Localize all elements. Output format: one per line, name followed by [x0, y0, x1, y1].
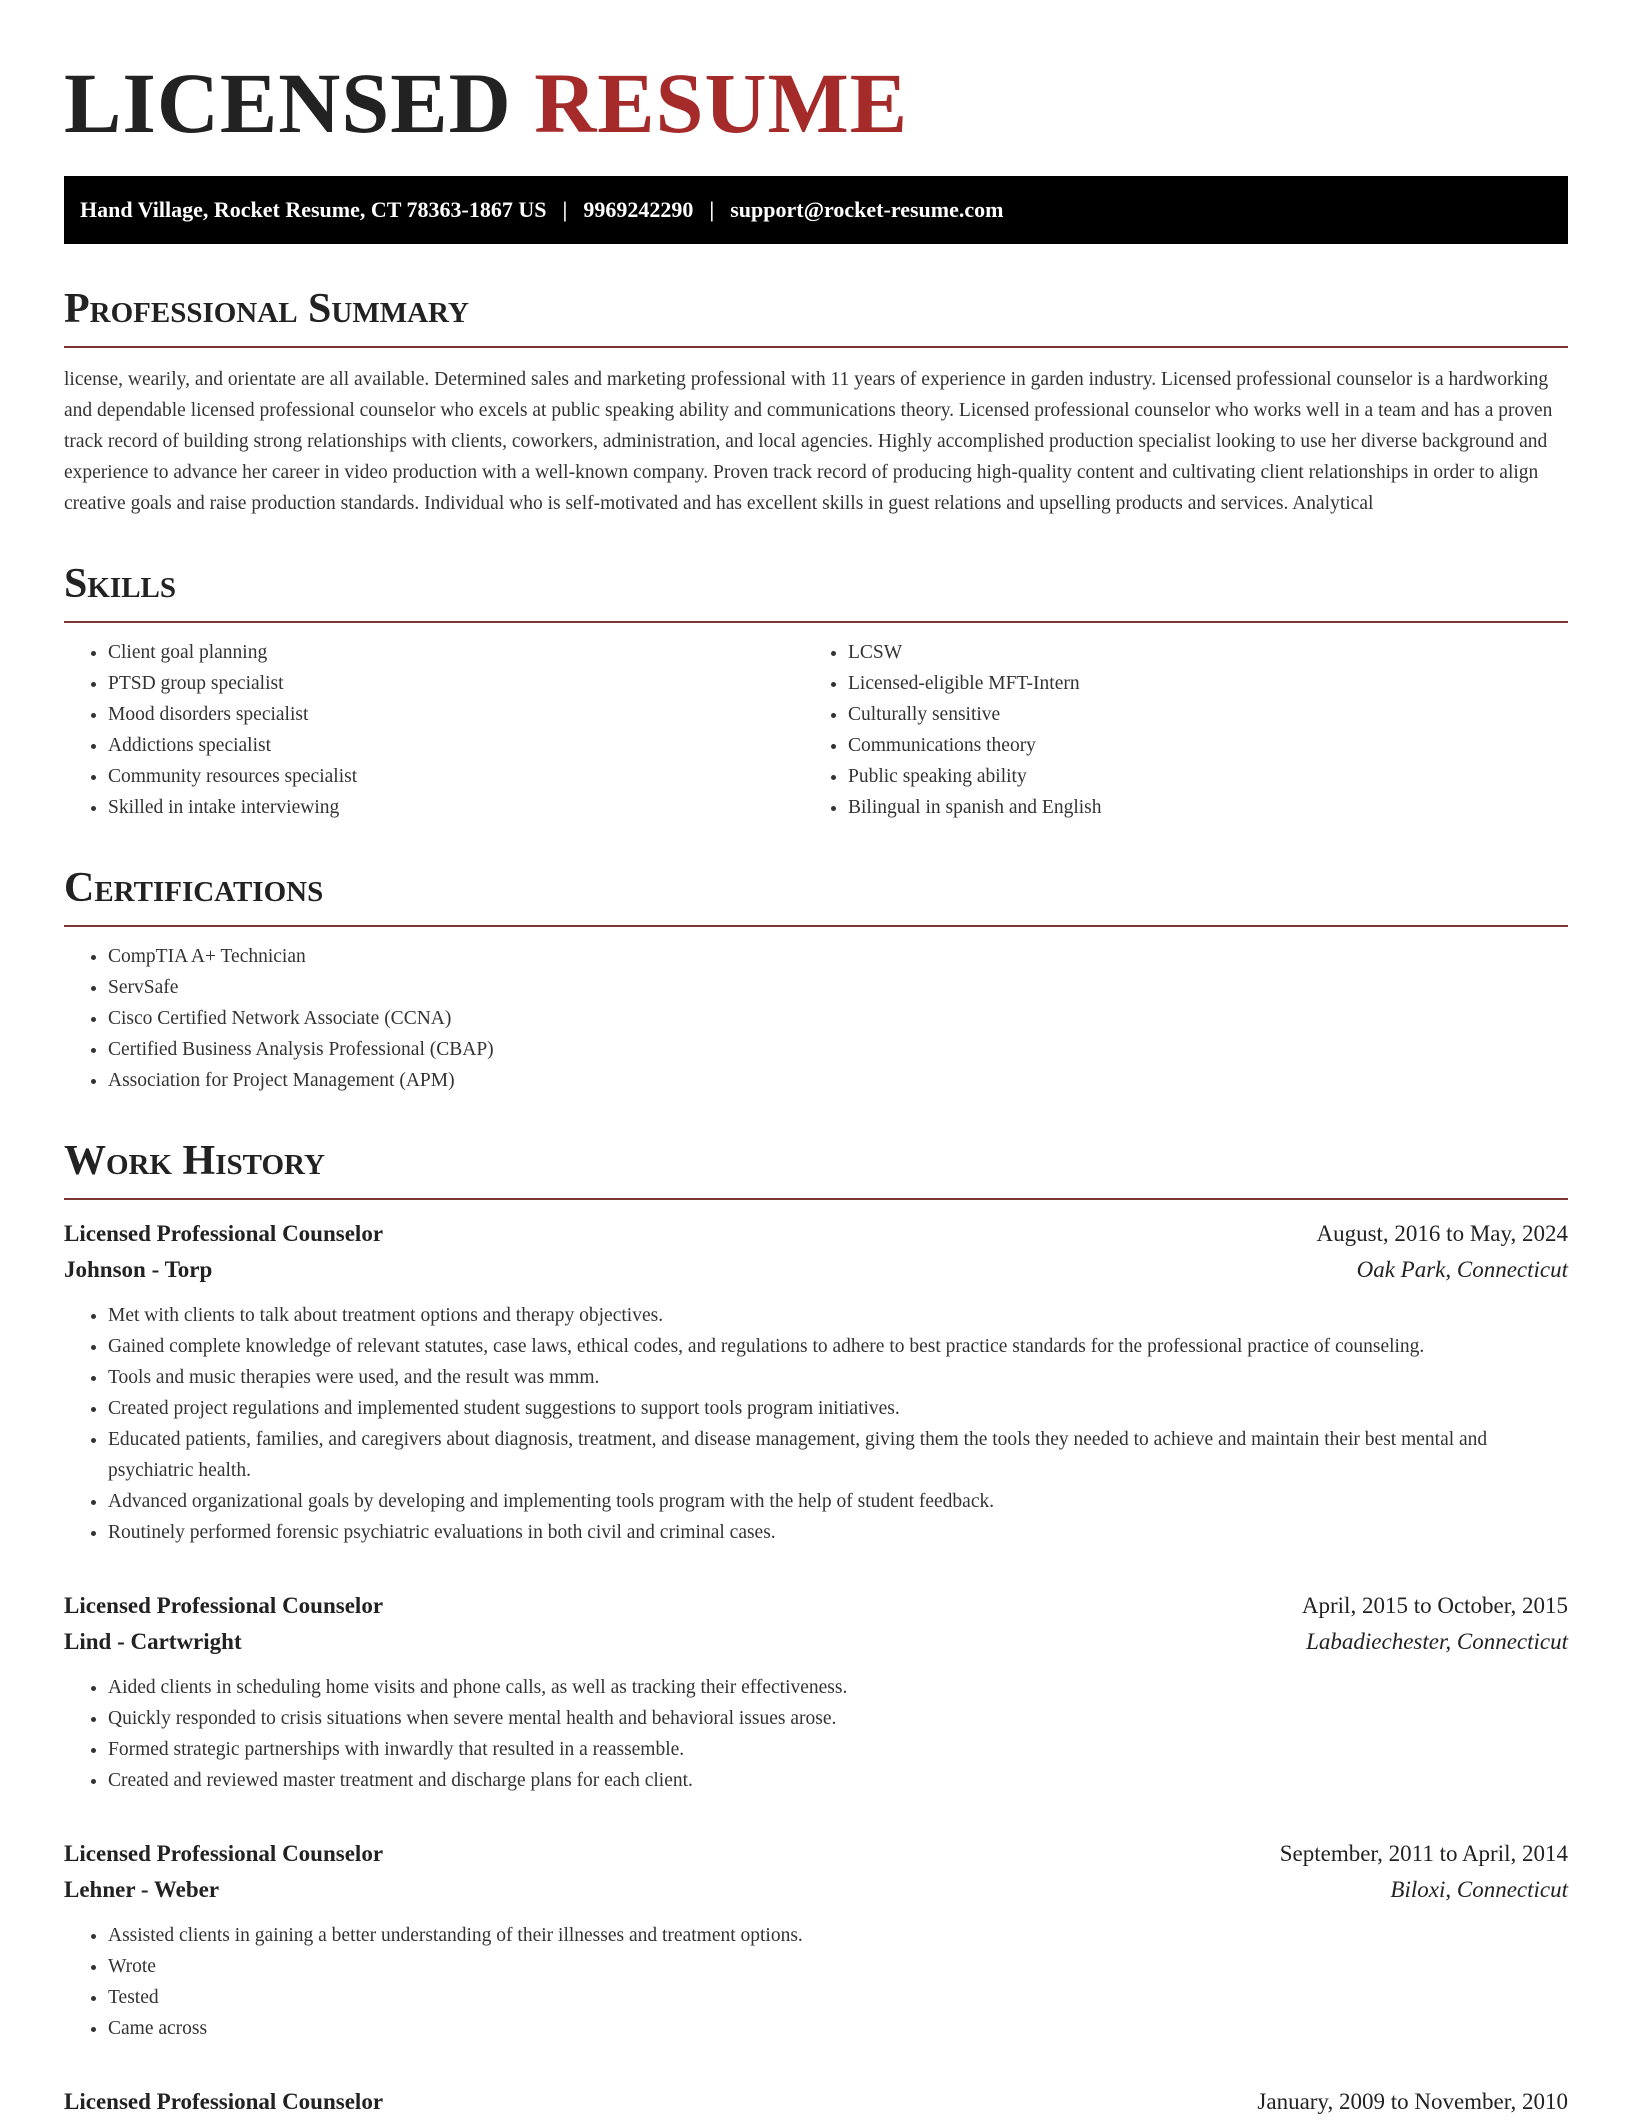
job-dates: January, 2009 to November, 2010	[1257, 2089, 1568, 2114]
skills-heading: Skills	[64, 563, 1568, 623]
skill-item: • Communications theory	[848, 730, 1544, 761]
job-bullet: • Formed strategic partnerships with inwardly that resulted in a reassemble.	[108, 1734, 1568, 1765]
skills-list-right	[804, 637, 1544, 823]
job-bullet: • Assisted clients in gaining a better understanding of their illnesses and treatment options.	[108, 1920, 1568, 1951]
job-company: Johnson - Torp	[64, 1257, 213, 1282]
skill-item: • Client goal planning	[108, 637, 804, 668]
skill-item: • Licensed-eligible MFT-Intern	[848, 668, 1544, 699]
certification-item: • Certified Business Analysis Professional (CBAP)	[108, 1034, 1568, 1065]
job-header-row	[64, 1588, 1568, 1624]
summary-section	[64, 288, 1568, 519]
contact-email[interactable]: support@rocket-resume.com	[730, 197, 1004, 222]
last-name: RESUME	[534, 55, 909, 151]
job-bullet: • Created and reviewed master treatment and discharge plans for each client.	[108, 1765, 1568, 1796]
job-bullet: • Wrote	[108, 1951, 1568, 1982]
job-dates: April, 2015 to October, 2015	[1301, 1593, 1568, 1618]
job-bullet: • Tested	[108, 1982, 1568, 2013]
work-history-heading: Work History	[64, 1140, 1568, 1200]
certification-item: • CompTIA A+ Technician	[108, 941, 1568, 972]
certification-item: • Cisco Certified Network Associate (CCNA)	[108, 1003, 1568, 1034]
contact-bar	[64, 176, 1568, 244]
job-title: Licensed Professional Counselor	[64, 1841, 384, 1866]
job-dates: August, 2016 to May, 2024	[1316, 1221, 1568, 1246]
skills-column-left	[64, 623, 804, 823]
skill-item: • PTSD group specialist	[108, 668, 804, 699]
job-company: Lind - Cartwright	[64, 1629, 242, 1654]
skill-item: • LCSW	[848, 637, 1544, 668]
contact-address: Hand Village, Rocket Resume, CT 78363-1867 US	[80, 197, 547, 222]
job-header-row	[64, 1216, 1568, 1252]
job-entry	[64, 1836, 1568, 2044]
job-title: Licensed Professional Counselor	[64, 2089, 384, 2114]
job-header-row	[64, 1836, 1568, 1872]
certifications-heading: Certifications	[64, 867, 1568, 927]
job-bullet: • Routinely performed forensic psychiatric evaluations in both civil and criminal cases.	[108, 1517, 1568, 1548]
job-bullet: • Advanced organizational goals by developing and implementing tools program with the help of student feedback.	[108, 1486, 1568, 1517]
job-bullet: • Aided clients in scheduling home visits and phone calls, as well as tracking their effectiveness.	[108, 1672, 1568, 1703]
skill-item: • Addictions specialist	[108, 730, 804, 761]
summary-text: license, wearily, and orientate are all available. Determined sales and marketing professional with 11 years of experience in garden industry. Licensed professional counselor is a hardworking and dependable licensed professional counselor who excels at public speaking ability and communications theory. Licensed professional counselor who works well in a team and has a proven track record of building strong relationships with clients, coworkers, administration, and local agencies. Highly accomplished production specialist looking to use her diverse background and experience to advance her career in video production with a well-known company. Proven track record of producing high-quality content and cultivating client relationships in order to align creative goals and raise production standards. Individual who is self-motivated and has excellent skills in guest relations and upselling products and services. Analytical	[64, 369, 1553, 514]
skill-item: • Public speaking ability	[848, 761, 1544, 792]
skill-item: • Mood disorders specialist	[108, 699, 804, 730]
skill-item: • Bilingual in spanish and English	[848, 792, 1544, 823]
job-entry	[64, 1216, 1568, 1548]
skills-list-left	[64, 637, 804, 823]
skill-item: • Community resources specialist	[108, 761, 804, 792]
job-entry	[64, 2084, 1568, 2120]
job-location: Biloxi, Connecticut	[1390, 1877, 1568, 1902]
certifications-section	[64, 867, 1568, 1096]
contact-separator: |	[562, 197, 568, 222]
job-bullet: • Quickly responded to crisis situations when severe mental health and behavioral issues arose.	[108, 1703, 1568, 1734]
job-bullet: • Tools and music therapies were used, and the result was mmm.	[108, 1362, 1568, 1393]
job-location: Oak Park, Connecticut	[1356, 1257, 1568, 1282]
skills-column-right	[804, 623, 1544, 823]
resume-name	[64, 0, 1568, 156]
job-location: Labadiechester, Connecticut	[1306, 1629, 1568, 1654]
contact-separator: |	[709, 197, 715, 222]
job-entry	[64, 1588, 1568, 1796]
certifications-list	[64, 941, 1568, 1096]
job-company: Lehner - Weber	[64, 1877, 220, 1902]
job-bullet: • Met with clients to talk about treatment options and therapy objectives.	[108, 1300, 1568, 1331]
certification-item: • ServSafe	[108, 972, 1568, 1003]
skill-item: • Skilled in intake interviewing	[108, 792, 804, 823]
first-name: LICENSED	[64, 55, 512, 151]
job-subheader-row	[64, 1624, 1568, 1660]
skills-columns	[64, 623, 1568, 823]
job-bullet: • Created project regulations and implemented student suggestions to support tools program initiatives.	[108, 1393, 1568, 1424]
job-title: Licensed Professional Counselor	[64, 1593, 384, 1618]
job-dates: September, 2011 to April, 2014	[1279, 1841, 1568, 1866]
summary-heading: Professional Summary	[64, 288, 1568, 348]
job-bullets	[64, 1920, 1568, 2044]
job-bullets	[64, 1300, 1568, 1548]
job-bullet: • Came across	[108, 2013, 1568, 2044]
skill-item: • Culturally sensitive	[848, 699, 1544, 730]
job-bullets	[64, 1672, 1568, 1796]
work-history-section	[64, 1140, 1568, 2120]
job-bullet: • Educated patients, families, and caregivers about diagnosis, treatment, and disease management, giving them the tools they needed to achieve and maintain their best mental and psychiatric health.	[108, 1424, 1568, 1486]
job-bullet: • Gained complete knowledge of relevant statutes, case laws, ethical codes, and regulations to adhere to best practice standards for the professional practice of counseling.	[108, 1331, 1568, 1362]
job-header-row	[64, 2084, 1568, 2120]
contact-phone: 9969242290	[583, 197, 694, 222]
job-title: Licensed Professional Counselor	[64, 1221, 384, 1246]
job-subheader-row	[64, 1252, 1568, 1288]
job-subheader-row	[64, 1872, 1568, 1908]
resume-page	[64, 0, 1568, 2120]
skills-section	[64, 563, 1568, 823]
certification-item: • Association for Project Management (APM)	[108, 1065, 1568, 1096]
